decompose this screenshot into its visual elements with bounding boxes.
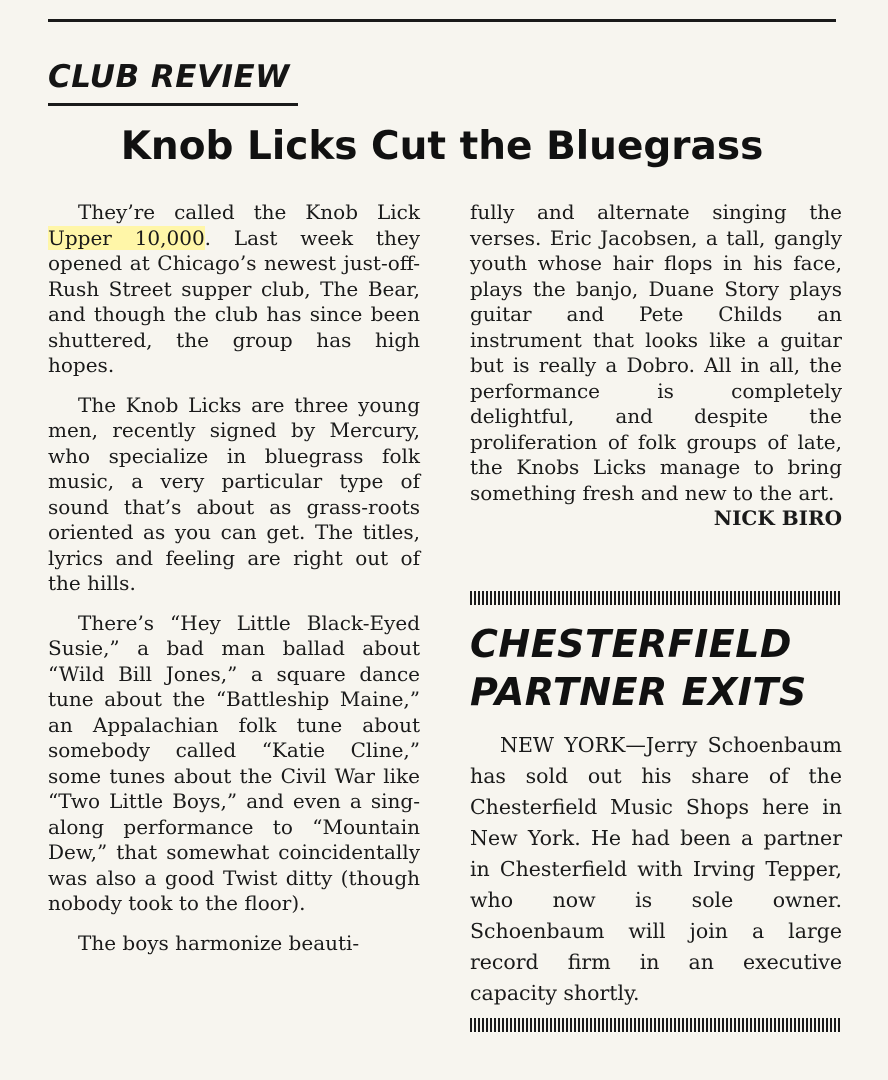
byline: NICK BIRO	[713, 506, 842, 530]
news-body: NEW YORK—Jerry Schoenbaum has sold out his share of the Chesterfield Music Shops here in New York. He had been a partner in Chesterfield with Irving Tepper, who now is sole owner. Schoenbaum will join a large record firm in an executive capacity shortly.	[470, 733, 842, 1005]
paragraph-4-start: The boys harmonize beauti-	[78, 930, 360, 955]
top-rule	[48, 19, 836, 22]
paragraph-2: The Knob Licks are three young men, recently signed by Mercury, who specialize in bluegrass folk music, a very particular type of sound that’s about as grass-roots oriented as you can get. The titles, lyrics and feeling are right out of the hills.	[48, 392, 420, 595]
news-headline	[470, 620, 842, 716]
highlighted-text: Upper 10,000	[48, 225, 205, 250]
paragraph-3: There’s “Hey Little Black-Eyed Susie,” a bad man ballad about “Wild Bill Jones,” a square dance tune about the “Battleship Maine,” an Appalachian folk tune about somebody called “Katie Cline,” some tunes about the Civil War like “Two Little Boys,” and even a sing-along performance to “Mountain Dew,” that somewhat coincidentally was also a good Twist ditty (though nobody took to the floor).	[48, 610, 420, 915]
section-kicker: CLUB REVIEW	[48, 59, 290, 95]
news-headline-line1: CHESTERFIELD	[470, 622, 792, 666]
kicker-underline	[48, 103, 298, 106]
section-divider	[470, 591, 842, 605]
paragraph-4-text: fully and alternate singing the verses. Eric Jacobsen, a tall, gangly youth whose hair flops in his face, plays the banjo, Duane Story plays guitar and Pete Childs an instrument that looks like a guitar but is really a Dobro. All in all, the performance is completely delightful, and despite the proliferation of folk groups of late, the Knobs Licks manage to bring something fresh and new to the art.	[470, 200, 842, 505]
bottom-divider	[470, 1018, 842, 1032]
article-column-right	[470, 200, 842, 532]
article-column-left	[48, 200, 420, 970]
paragraph-1	[48, 200, 420, 379]
paragraph-4-continued	[470, 200, 842, 530]
paragraph-1-lead: They’re called the Knob Lick	[78, 200, 420, 224]
article-headline: Knob Licks Cut the Bluegrass	[120, 124, 764, 169]
paragraph-1-rest: . Last week they opened at Chicago’s newest just-off-Rush Street supper club, The Bear, and though the club has since been shuttered, the group has high hopes.	[48, 225, 420, 377]
news-headline-line2: PARTNER EXITS	[470, 670, 807, 714]
news-body-column	[470, 730, 842, 1009]
